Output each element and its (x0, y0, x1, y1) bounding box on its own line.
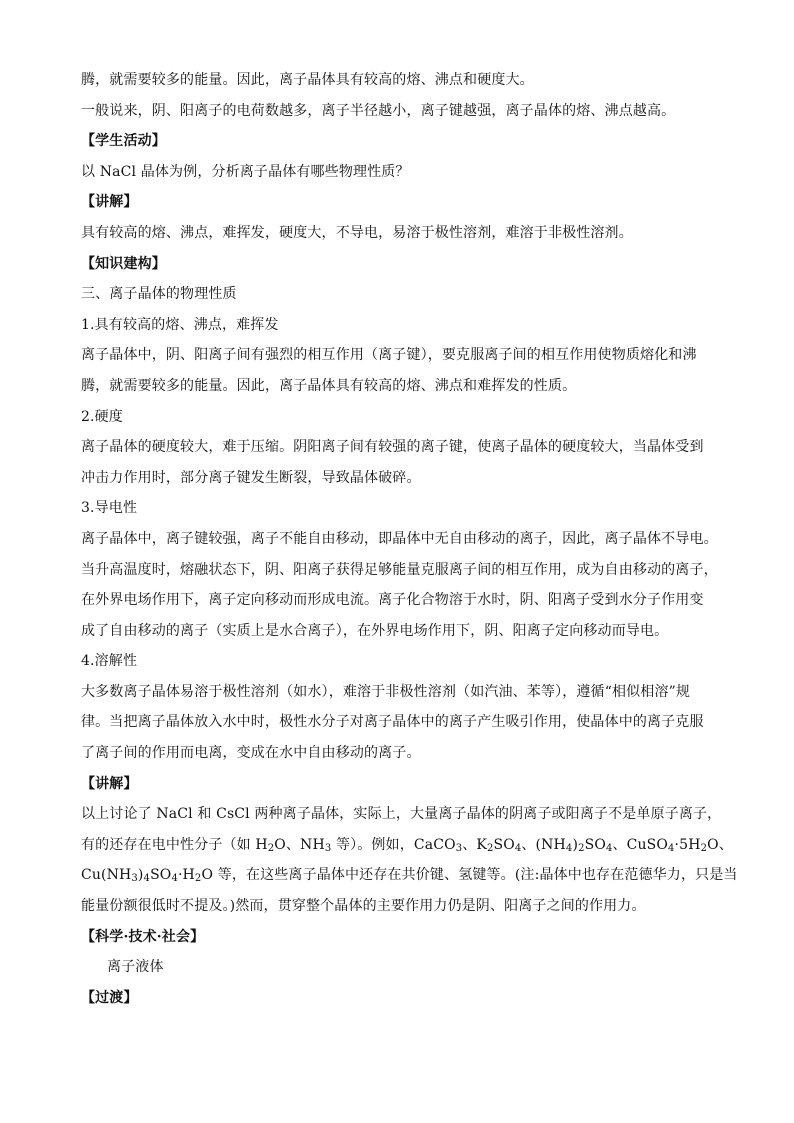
paragraph-line: 了离子间的作用而电离，变成在水中自由移动的离子。 (81, 745, 421, 762)
paragraph-line: 离子晶体中，离子键较强，离子不能自由移动，即晶体中无自由移动的离子，因此，离子晶体不导电。 (81, 530, 718, 547)
topic-title: 离子液体 (107, 959, 164, 976)
paragraph-line: 能量份额很低时不提及。)然而，贯穿整个晶体的主要作用力仍是阴、阳离子之间的作用力。 (81, 898, 646, 915)
paragraph-line: 腾，就需要较多的能量。因此，离子晶体具有较高的熔、沸点和硬度大。 (81, 72, 534, 88)
document-page (81, 70, 738, 1018)
paragraph-line: 离子晶体中，阴、阳离子间有强烈的相互作用（离子键），要克服离子间的相互作用使物质熔化和沸 (81, 347, 697, 364)
paragraph-line: 腾，就需要较多的能量。因此，离子晶体具有较高的熔、沸点和难挥发的性质。 (81, 377, 577, 394)
paragraph-line: 当升高温度时，熔融状态下，阴、阳离子获得足够能量克服离子间的相互作用，成为自由移动的离子， (81, 561, 718, 578)
paragraph-line: 具有较高的熔、沸点，难挥发，硬度大，不导电，易溶于极性溶剂，难溶于非极性溶剂。 (81, 224, 633, 241)
paragraph-line: 冲击力作用时，部分离子键发生断裂，导致晶体破碎。 (81, 469, 421, 486)
paragraph-line: 成了自由移动的离子（实质上是水合离子），在外界电场作用下，阴、阳离子定向移动而导电。 (81, 622, 669, 639)
section-heading: 【讲解】 (81, 194, 138, 211)
paragraph-line: 在外界电场作用下，离子定向移动而形成电流。离子化合物溶于水时，阴、阳离子受到水分子作用变 (81, 592, 704, 609)
subsection-title: 2.硬度 (81, 408, 123, 425)
formula-line-1: 有的还存在电中性分子（如 $H_2O$、$NH_3$ 等）。例如，CaCO$_3$、$K_2SO_4$、$(NH_4)_2SO_4$、$CuSO_4\cdot 5H_2O$、 (81, 836, 733, 854)
paragraph-line: 律。当把离子晶体放入水中时，极性水分子对离子晶体中的离子产生吸引作用，使晶体中的离子克服 (81, 714, 704, 731)
section-heading: 【科学·技术·社会】 (81, 928, 205, 945)
section-heading: 【学生活动】 (81, 133, 166, 150)
paragraph-line: 大多数离子晶体易溶于极性溶剂（如水），难溶于非极性溶剂（如汽油、苯等），遵循“相似相溶”规 (81, 683, 691, 700)
paragraph-line: 离子晶体的硬度较大，难于压缩。阴阳离子间有较强的离子键，使离子晶体的硬度较大，当晶体受到 (81, 439, 704, 456)
paragraph-line: 以 NaCl 晶体为例，分析离子晶体有哪些物理性质？ (81, 163, 410, 180)
subsection-title: 4.溶解性 (81, 653, 138, 670)
subsection-title: 3.导电性 (81, 500, 138, 517)
formula-line-2: $Cu(NH_3)_4SO_4\cdot H_2O$ 等，在这些离子晶体中还存在共价键、氢键等。(注:晶体中也存在范德华力，只是当 (81, 867, 738, 885)
paragraph-line: 以上讨论了 NaCl 和 CsCl 两种离子晶体，实际上，大量离子晶体的阴离子或阳离子不是单原子离子， (81, 806, 722, 823)
subsection-title: 1.具有较高的熔、沸点，难挥发 (81, 316, 279, 333)
section-heading: 【知识建构】 (81, 255, 166, 272)
section-heading: 【讲解】 (81, 775, 138, 792)
subsection-title: 三、离子晶体的物理性质 (81, 286, 237, 303)
section-heading: 【过渡】 (81, 989, 138, 1006)
paragraph-line: 一般说来，阴、阳离子的电荷数越多，离子半径越小，离子键越强，离子晶体的熔、沸点越高。 (81, 102, 676, 119)
